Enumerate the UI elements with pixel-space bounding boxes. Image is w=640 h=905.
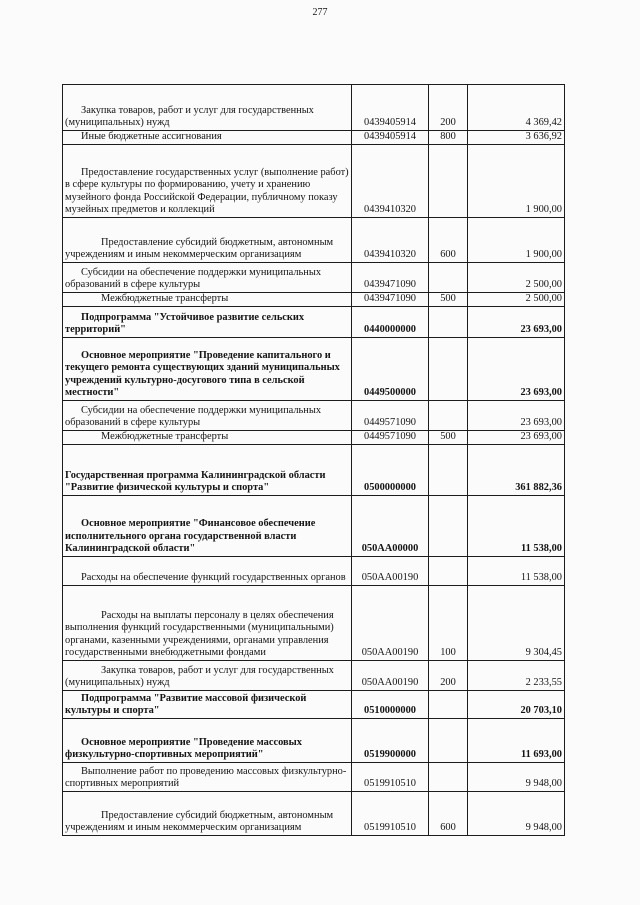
row-amount-cell: 11 538,00 bbox=[468, 557, 565, 586]
table-row bbox=[63, 263, 565, 293]
row-amount-cell: 2 500,00 bbox=[468, 293, 565, 307]
budget-table bbox=[62, 84, 565, 836]
row-code-cell: 050АА00190 bbox=[352, 557, 429, 586]
row-name-cell: Выполнение работ по проведению массовых физкультурно-спортивных мероприятий bbox=[63, 763, 352, 792]
row-amount-cell: 2 233,55 bbox=[468, 661, 565, 691]
table-row bbox=[63, 661, 565, 691]
row-amount-cell: 9 948,00 bbox=[468, 763, 565, 792]
row-name-cell: Межбюджетные трансферты bbox=[63, 431, 352, 445]
row-amount-cell: 3 636,92 bbox=[468, 131, 565, 145]
row-code-cell: 0519900000 bbox=[352, 719, 429, 763]
table-row bbox=[63, 85, 565, 131]
table-row bbox=[63, 719, 565, 763]
row-name-cell: Основное мероприятие "Проведение капитального и текущего ремонта существующих зданий муниципальных учреждений культурно-досугового типа в сельской местности" bbox=[63, 338, 352, 401]
table-row bbox=[63, 445, 565, 496]
table-row bbox=[63, 496, 565, 557]
row-code-cell: 0519910510 bbox=[352, 792, 429, 836]
row-code-cell: 0510000000 bbox=[352, 691, 429, 719]
row-name-cell: Основное мероприятие "Финансовое обеспечение исполнительного органа государственной власти Калининградской области" bbox=[63, 496, 352, 557]
row-name-cell: Предоставление субсидий бюджетным, автономным учреждениям и иным некоммерческим организациям bbox=[63, 218, 352, 263]
row-kind-cell: 800 bbox=[429, 131, 468, 145]
row-kind-cell bbox=[429, 401, 468, 431]
row-kind-cell bbox=[429, 719, 468, 763]
row-kind-cell: 600 bbox=[429, 218, 468, 263]
row-kind-cell bbox=[429, 263, 468, 293]
row-amount-cell: 9 304,45 bbox=[468, 586, 565, 661]
row-code-cell: 0439471090 bbox=[352, 293, 429, 307]
row-kind-cell bbox=[429, 307, 468, 338]
row-code-cell: 0500000000 bbox=[352, 445, 429, 496]
row-name-cell: Предоставление субсидий бюджетным, автономным учреждениям и иным некоммерческим организациям bbox=[63, 792, 352, 836]
row-kind-cell: 500 bbox=[429, 431, 468, 445]
row-code-cell: 0439410320 bbox=[352, 145, 429, 218]
row-name-cell: Субсидии на обеспечение поддержки муниципальных образований в сфере культуры bbox=[63, 263, 352, 293]
row-kind-cell: 200 bbox=[429, 85, 468, 131]
row-kind-cell bbox=[429, 557, 468, 586]
table-row bbox=[63, 401, 565, 431]
table-row bbox=[63, 763, 565, 792]
table-row bbox=[63, 338, 565, 401]
row-kind-cell bbox=[429, 496, 468, 557]
row-name-cell: Субсидии на обеспечение поддержки муниципальных образований в сфере культуры bbox=[63, 401, 352, 431]
row-code-cell: 0449571090 bbox=[352, 401, 429, 431]
page-number: 277 bbox=[312, 7, 328, 18]
row-name-cell: Подпрограмма "Развитие массовой физической культуры и спорта" bbox=[63, 691, 352, 719]
row-code-cell: 0440000000 bbox=[352, 307, 429, 338]
row-kind-cell: 500 bbox=[429, 293, 468, 307]
row-kind-cell: 600 bbox=[429, 792, 468, 836]
table-row bbox=[63, 557, 565, 586]
row-amount-cell: 361 882,36 bbox=[468, 445, 565, 496]
row-amount-cell: 23 693,00 bbox=[468, 338, 565, 401]
row-kind-cell: 200 bbox=[429, 661, 468, 691]
row-amount-cell: 4 369,42 bbox=[468, 85, 565, 131]
row-name-cell: Подпрограмма "Устойчивое развитие сельских территорий" bbox=[63, 307, 352, 338]
row-name-cell: Основное мероприятие "Проведение массовых физкультурно-спортивных мероприятий" bbox=[63, 719, 352, 763]
table-row bbox=[63, 218, 565, 263]
row-amount-cell: 2 500,00 bbox=[468, 263, 565, 293]
row-amount-cell: 20 703,10 bbox=[468, 691, 565, 719]
row-kind-cell: 100 bbox=[429, 586, 468, 661]
row-kind-cell bbox=[429, 145, 468, 218]
row-name-cell: Государственная программа Калининградской области "Развитие физической культуры и спорта" bbox=[63, 445, 352, 496]
table-row bbox=[63, 293, 565, 307]
row-name-cell: Закупка товаров, работ и услуг для государственных (муниципальных) нужд bbox=[63, 85, 352, 131]
table-row bbox=[63, 131, 565, 145]
row-code-cell: 0519910510 bbox=[352, 763, 429, 792]
row-name-cell: Расходы на выплаты персоналу в целях обеспечения выполнения функций государственными (муниципальными) органами, казенными учреждениями, органами управления государственными внебюджетными фондами bbox=[63, 586, 352, 661]
row-amount-cell: 23 693,00 bbox=[468, 401, 565, 431]
row-amount-cell: 23 693,00 bbox=[468, 431, 565, 445]
row-code-cell: 050АА00000 bbox=[352, 496, 429, 557]
table-row bbox=[63, 145, 565, 218]
row-code-cell: 0439405914 bbox=[352, 85, 429, 131]
row-code-cell: 0439405914 bbox=[352, 131, 429, 145]
budget-table-body bbox=[63, 85, 565, 836]
row-code-cell: 050АА00190 bbox=[352, 661, 429, 691]
table-row bbox=[63, 307, 565, 338]
row-amount-cell: 9 948,00 bbox=[468, 792, 565, 836]
row-amount-cell: 23 693,00 bbox=[468, 307, 565, 338]
row-kind-cell bbox=[429, 338, 468, 401]
row-name-cell: Межбюджетные трансферты bbox=[63, 293, 352, 307]
row-kind-cell bbox=[429, 691, 468, 719]
row-name-cell: Иные бюджетные ассигнования bbox=[63, 131, 352, 145]
table-row bbox=[63, 431, 565, 445]
table-row bbox=[63, 586, 565, 661]
row-amount-cell: 1 900,00 bbox=[468, 218, 565, 263]
row-code-cell: 050АА00190 bbox=[352, 586, 429, 661]
row-kind-cell bbox=[429, 445, 468, 496]
row-name-cell: Расходы на обеспечение функций государственных органов bbox=[63, 557, 352, 586]
table-row bbox=[63, 792, 565, 836]
row-amount-cell: 11 693,00 bbox=[468, 719, 565, 763]
row-code-cell: 0439410320 bbox=[352, 218, 429, 263]
row-amount-cell: 1 900,00 bbox=[468, 145, 565, 218]
row-name-cell: Предоставление государственных услуг (выполнение работ) в сфере культуры по формированию, учету и хранению музейного фонда Российской Федерации, публичному показу музейных предметов и коллекций bbox=[63, 145, 352, 218]
table-row bbox=[63, 691, 565, 719]
row-kind-cell bbox=[429, 763, 468, 792]
row-name-cell: Закупка товаров, работ и услуг для государственных (муниципальных) нужд bbox=[63, 661, 352, 691]
row-code-cell: 0449571090 bbox=[352, 431, 429, 445]
row-code-cell: 0439471090 bbox=[352, 263, 429, 293]
row-code-cell: 0449500000 bbox=[352, 338, 429, 401]
row-amount-cell: 11 538,00 bbox=[468, 496, 565, 557]
